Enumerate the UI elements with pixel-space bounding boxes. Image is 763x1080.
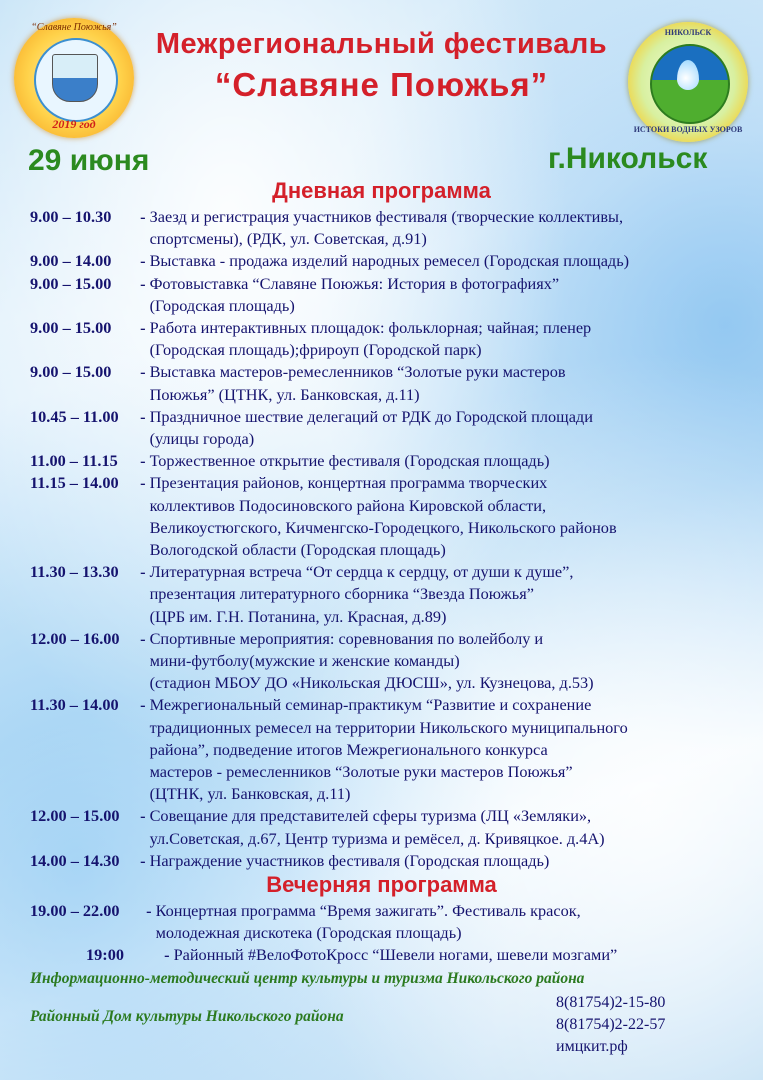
schedule-item [30, 206, 755, 250]
schedule-description [174, 944, 755, 966]
schedule-line: Торжественное открытие фестиваля (Городская площадь) [149, 451, 550, 471]
schedule-line: мастеров - ремесленников “Золотые руки мастеров Поюжья” [149, 762, 573, 782]
festival-title-line2: “Славяне Поюжья” [214, 66, 549, 103]
schedule-line: района”, подведение итогов Межрегионального конкурса [149, 739, 548, 759]
day-program-title: Дневная программа [272, 178, 491, 203]
schedule-line: Литературная встреча “От сердца к сердцу, от души к душе”, [149, 562, 574, 582]
schedule-item [30, 944, 755, 966]
schedule-line: Выставка мастеров-ремесленников “Золотые руки мастеров [149, 362, 566, 382]
schedule-line: спортсмены), (РДК, ул. Советская, д.91) [149, 229, 427, 249]
schedule-dash: - [136, 251, 150, 271]
schedule-time: 11.15 – 14.00 [30, 473, 119, 493]
schedule-line: Концертная программа “Время зажигать”. Фестиваль красок, [155, 901, 581, 920]
schedule-dash: - [136, 628, 150, 648]
schedule-description [150, 250, 755, 272]
schedule-time: 12.00 – 16.00 [30, 628, 120, 648]
schedule-line: Фотовыставка “Славяне Поюжья: История в фотографиях” [149, 273, 560, 293]
schedule-time: 19.00 – 22.00 [30, 901, 120, 920]
schedule-dash: - [136, 207, 150, 226]
schedule-time: 9.00 – 15.00 [30, 318, 112, 338]
organizer-name: Информационно-методический центр культуры и туризма Никольского района [30, 970, 585, 987]
schedule-dash: - [136, 406, 150, 426]
festival-logo-text: “Славяне Поюжья” [31, 22, 117, 33]
schedule-time: 11.30 – 14.00 [30, 695, 119, 715]
evening-program-title: Вечерняя программа [266, 872, 497, 897]
schedule-item [30, 472, 755, 561]
schedule-dash: - [136, 451, 150, 471]
schedule-line: (ЦРБ им. Г.Н. Потанина, ул. Красная, д.89) [149, 606, 447, 626]
schedule-line: (стадион МБОУ ДО «Никольская ДЮСШ», ул. Кузнецова, д.53) [149, 673, 594, 693]
schedule-time: 11.30 – 13.30 [30, 562, 119, 582]
schedule-item [30, 850, 755, 872]
coat-of-arms-icon [52, 54, 98, 102]
schedule-description [150, 561, 755, 628]
schedule-line: Награждение участников фестиваля (Городская площадь) [149, 850, 550, 870]
schedule-item [30, 900, 755, 944]
festival-logo-year: 2019 год [52, 117, 96, 131]
schedule-item [30, 273, 755, 317]
schedule-time: 9.00 – 10.30 [30, 207, 112, 226]
schedule-time: 9.00 – 14.00 [30, 251, 112, 271]
schedule-item [30, 250, 755, 272]
schedule-description [150, 850, 755, 872]
schedule-line: (ЦТНК, ул. Банковская, д.11) [149, 784, 351, 804]
schedule-line: традиционных ремесел на территории Никольского муниципального [149, 717, 628, 737]
schedule-line: Работа интерактивных площадок: фольклорная; чайная; пленер [149, 318, 592, 338]
schedule-item [30, 694, 755, 805]
schedule-dash: - [136, 473, 150, 493]
schedule-item [30, 361, 755, 405]
schedule-line: Поюжья” (ЦТНК, ул. Банковская, д.11) [149, 384, 420, 404]
schedule-item [30, 317, 755, 361]
schedule-description [150, 406, 755, 450]
schedule-line: коллективов Подосиновского района Кировской области, [149, 495, 547, 515]
schedule-line: презентация литературного сборника “Звезда Поюжья” [149, 584, 534, 604]
schedule-dash: - [136, 695, 150, 715]
schedule-description [150, 472, 755, 561]
schedule-time: 12.00 – 15.00 [30, 806, 120, 826]
schedule-dash: - [142, 901, 156, 920]
schedule-description [150, 206, 755, 250]
culture-house-name: Районный Дом культуры Никольского района [30, 1008, 344, 1025]
phone-2: 8(81754)2-22-57 [556, 1016, 666, 1033]
festival-logo [14, 18, 134, 138]
schedule-dash: - [160, 945, 174, 965]
schedule-time: 11.00 – 11.15 [30, 451, 118, 471]
schedule-item [30, 628, 755, 695]
schedule-description [150, 628, 755, 695]
schedule-line: Спортивные мероприятия: соревнования по волейболу и [149, 628, 544, 648]
schedule-line: Заезд и регистрация участников фестиваля (творческие коллективы, [149, 207, 624, 226]
schedule-line: Презентация районов, концертная программа творческих [149, 473, 548, 493]
schedule-item [30, 805, 755, 849]
event-city: г.Никольск [548, 142, 708, 175]
festival-title-line1: Межрегиональный фестиваль [155, 28, 608, 60]
schedule-line: Межрегиональный семинар-практикум “Развитие и сохранение [149, 695, 592, 715]
schedule-description [150, 805, 755, 849]
schedule-dash: - [136, 850, 150, 870]
schedule-line: Великоустюгского, Кичменгско-Городецкого, Никольского районов [149, 517, 617, 537]
schedule-item [30, 561, 755, 628]
schedule-time: 9.00 – 15.00 [30, 273, 112, 293]
schedule-line: (Городская площадь) [149, 295, 295, 315]
schedule-time: 9.00 – 15.00 [30, 362, 112, 382]
schedule-dash: - [136, 318, 150, 338]
schedule-line: ул.Советская, д.67, Центр туризма и ремёсел, д. Кривяцкое. д.4А) [149, 828, 605, 848]
schedule-description [150, 450, 755, 472]
schedule-dash: - [136, 273, 150, 293]
schedule-line: (улицы города) [149, 429, 255, 449]
schedule-dash: - [136, 562, 150, 582]
schedule-item [30, 450, 755, 472]
nikolsk-logo-text-bottom: ИСТОКИ ВОДНЫХ УЗОРОВ [633, 125, 743, 134]
schedule-time: 19:00 [86, 945, 124, 965]
schedule-description [150, 361, 755, 405]
schedule-line: Выставка - продажа изделий народных ремесел (Городская площадь) [149, 251, 630, 271]
schedule-line: молодежная дискотека (Городская площадь) [155, 923, 462, 943]
schedule-time: 10.45 – 11.00 [30, 406, 119, 426]
schedule-dash: - [136, 806, 150, 826]
schedule-item [30, 406, 755, 450]
day-program-list [30, 206, 755, 872]
schedule-description [156, 900, 755, 944]
event-date: 29 июня [28, 144, 150, 177]
phone-1: 8(81754)2-15-80 [556, 994, 666, 1011]
schedule-description [150, 694, 755, 805]
nikolsk-logo-text-top: НИКОЛЬСК [664, 28, 712, 37]
schedule-line: Праздничное шествие делегаций от РДК до Городской площади [149, 406, 593, 426]
schedule-line: мини-футболу(мужские и женские команды) [149, 651, 460, 671]
evening-program-list [30, 900, 755, 967]
schedule-description [150, 317, 755, 361]
schedule-line: Районный #ВелоФотоКросс “Шевели ногами, шевели мозгами” [173, 945, 618, 965]
website-link[interactable]: имцкит.рф [556, 1038, 628, 1055]
schedule-line: (Городская площадь);фрироуп (Городской парк) [149, 340, 482, 360]
schedule-line: Совещание для представителей сферы туризма (ЛЦ «Земляки», [149, 806, 592, 826]
schedule-dash: - [136, 362, 150, 382]
schedule-time: 14.00 – 14.30 [30, 850, 120, 870]
schedule-description [150, 273, 755, 317]
schedule-line: Вологодской области (Городская площадь) [149, 540, 446, 560]
nikolsk-logo [628, 22, 748, 142]
contacts-block [556, 992, 665, 1058]
